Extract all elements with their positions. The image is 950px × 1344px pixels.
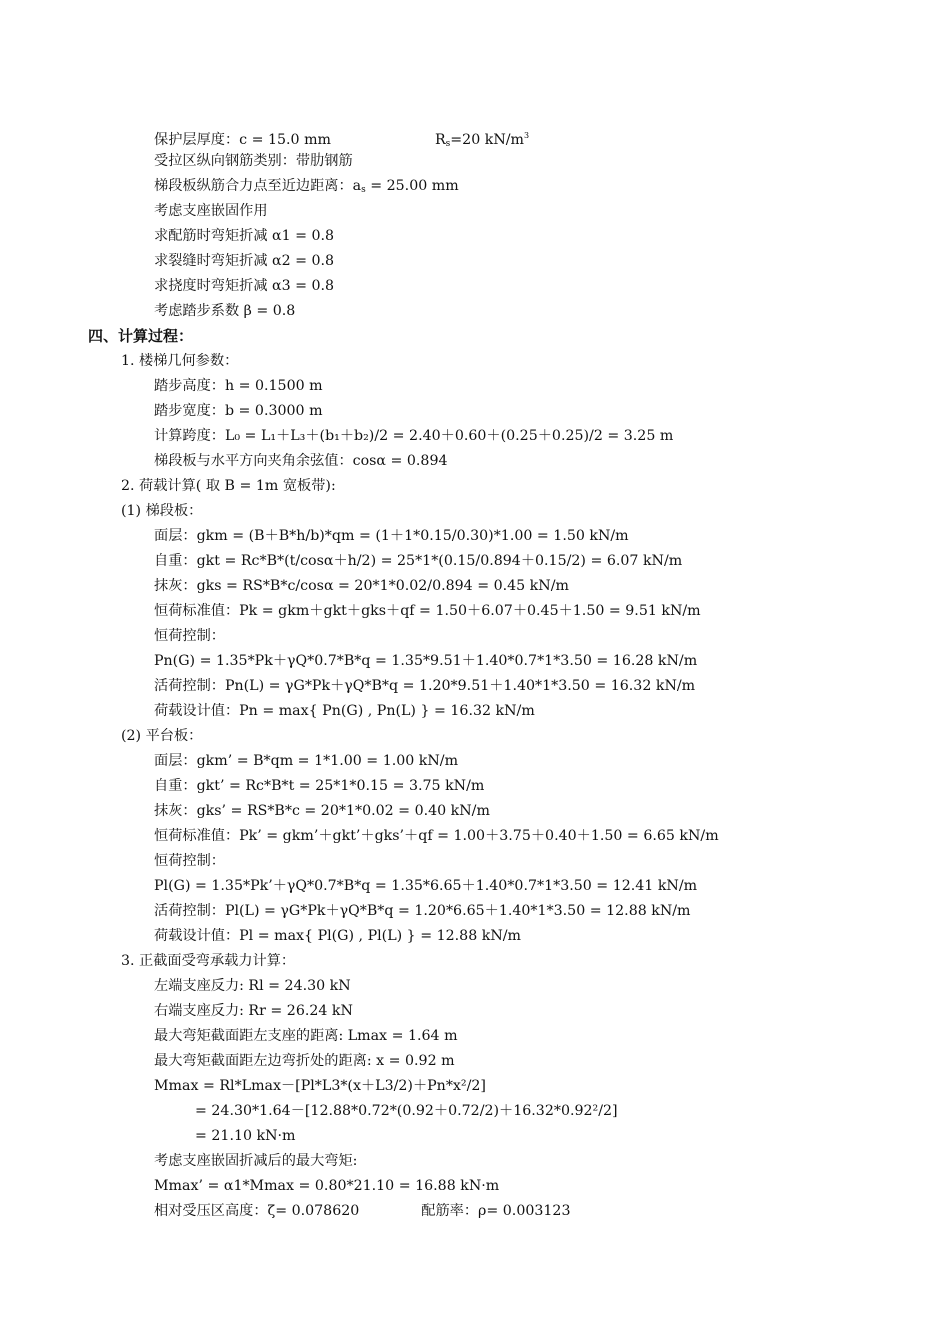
- dead-control-label: 恒荷控制：: [154, 628, 225, 644]
- part-stair-slab: (1) 梯段板：: [121, 503, 203, 519]
- pn-l-line: 活荷控制：Pn(L) = γG*Pk＋γQ*B*q = 1.20*9.51＋1.40*1*3.50 = 16.32 kN/m: [154, 678, 696, 694]
- support-line: 考虑支座嵌固作用: [154, 203, 268, 219]
- rho-value: 配筋率：ρ= 0.003123: [421, 1203, 571, 1219]
- ratio-line: [154, 1201, 570, 1221]
- gkm2-line: 面层：gkm’ = B*qm = 1*1.00 = 1.00 kN/m: [154, 753, 459, 769]
- cover-line: 保护层厚度：c = 15.0 mm $R_s=20$ $kN/m^3$: [154, 131, 530, 149]
- subsection-bending: 3. 正截面受弯承载力计算：: [121, 953, 296, 969]
- gks-line: 抹灰：gks = RS*B*c/cosα = 20*1*0.02/0.894 = 0.45 kN/m: [154, 578, 569, 594]
- dead-control-label-2: 恒荷控制：: [154, 853, 225, 869]
- pn-line: 荷载设计值：Pn = max{ Pn(G) , Pn(L) } = 16.32 kN/m: [154, 703, 535, 719]
- step-width-line: 踏步宽度：b = 0.3000 m: [154, 403, 323, 419]
- mmax-substitution: = 24.30*1.64－[12.88*0.72*(0.92＋0.72/2)＋16.32*0.92²/2]: [195, 1103, 618, 1119]
- pl-g-line: Pl(G) = 1.35*Pk’＋γQ*0.7*B*q = 1.35*6.65＋1.40*0.7*1*3.50 = 12.41 kN/m: [154, 878, 698, 894]
- rebar-type-line: 受拉区纵向钢筋类别：带肋钢筋: [154, 153, 353, 169]
- gkt2-line: 自重：gkt’ = Rc*B*t = 25*1*0.15 = 3.75 kN/m: [154, 778, 485, 794]
- mmax-formula: Mmax = Rl*Lmax－[Pl*L3*(x＋L3/2)＋Pn*x²/2]: [154, 1078, 486, 1094]
- cos-line: 梯段板与水平方向夹角余弦值：cosα = 0.894: [154, 453, 448, 469]
- pn-g-line: Pn(G) = 1.35*Pk＋γQ*0.7*B*q = 1.35*9.51＋1.40*0.7*1*3.50 = 16.28 kN/m: [154, 653, 698, 669]
- x-line: 最大弯矩截面距左边弯折处的距离: x = 0.92 m: [154, 1053, 455, 1069]
- pk-line: 恒荷标准值：Pk = gkm＋gkt＋gks＋qf = 1.50＋6.07＋0.45＋1.50 = 9.51 kN/m: [154, 603, 701, 619]
- zeta-value: 相对受压区高度：ζ= 0.078620: [154, 1203, 360, 1219]
- rl-line: 左端支座反力: Rl = 24.30 kN: [154, 978, 351, 994]
- mmax-reduced-line: Mmax’ = α1*Mmax = 0.80*21.10 = 16.88 kN·m: [154, 1178, 500, 1194]
- beta-line: 考虑踏步系数 β = 0.8: [154, 303, 296, 319]
- gkt-line: 自重：gkt = Rc*B*(t/cosα＋h/2) = 25*1*(0.15/0.894＋0.15/2) = 6.07 kN/m: [154, 553, 683, 569]
- subsection-geometry: 1. 楼梯几何参数：: [121, 353, 239, 369]
- gks2-line: 抹灰：gks’ = RS*B*c = 20*1*0.02 = 0.40 kN/m: [154, 803, 490, 819]
- moment-reduction-label: 考虑支座嵌固折减后的最大弯矩:: [154, 1153, 358, 1169]
- section-heading: 四、计算过程：: [88, 327, 194, 345]
- part-platform-slab: (2) 平台板：: [121, 728, 203, 744]
- pl-line: 荷载设计值：Pl = max{ Pl(G) , Pl(L) } = 12.88 kN/m: [154, 928, 521, 944]
- alpha1-line: 求配筋时弯矩折减 α1 = 0.8: [154, 228, 335, 244]
- step-height-line: 踏步高度：h = 0.1500 m: [154, 378, 323, 394]
- span-line: 计算跨度：L₀ = L₁＋L₃＋(b₁＋b₂)/2 = 2.40＋0.60＋(0.25＋0.25)/2 = 3.25 m: [154, 428, 674, 444]
- lmax-line: 最大弯矩截面距左支座的距离: Lmax = 1.64 m: [154, 1028, 458, 1044]
- alpha3-line: 求挠度时弯矩折减 α3 = 0.8: [154, 278, 335, 294]
- mmax-result: = 21.10 kN·m: [195, 1128, 296, 1144]
- rr-line: 右端支座反力: Rr = 26.24 kN: [154, 1003, 353, 1019]
- pk2-line: 恒荷标准值：Pk’ = gkm’＋gkt’＋gks’＋qf = 1.00＋3.75＋0.40＋1.50 = 6.65 kN/m: [154, 828, 719, 844]
- as-line: 梯段板纵筋合力点至近边距离：$a_s = 25.00$ mm: [154, 178, 459, 195]
- gkm-line: 面层：gkm = (B＋B*h/b)*qm = (1＋1*0.15/0.30)*1.00 = 1.50 kN/m: [154, 528, 629, 544]
- subsection-load: 2. 荷载计算( 取 B = 1m 宽板带):: [121, 478, 336, 494]
- pl-l-line: 活荷控制：Pl(L) = γG*Pk＋γQ*B*q = 1.20*6.65＋1.40*1*3.50 = 12.88 kN/m: [154, 903, 691, 919]
- alpha2-line: 求裂缝时弯矩折减 α2 = 0.8: [154, 253, 335, 269]
